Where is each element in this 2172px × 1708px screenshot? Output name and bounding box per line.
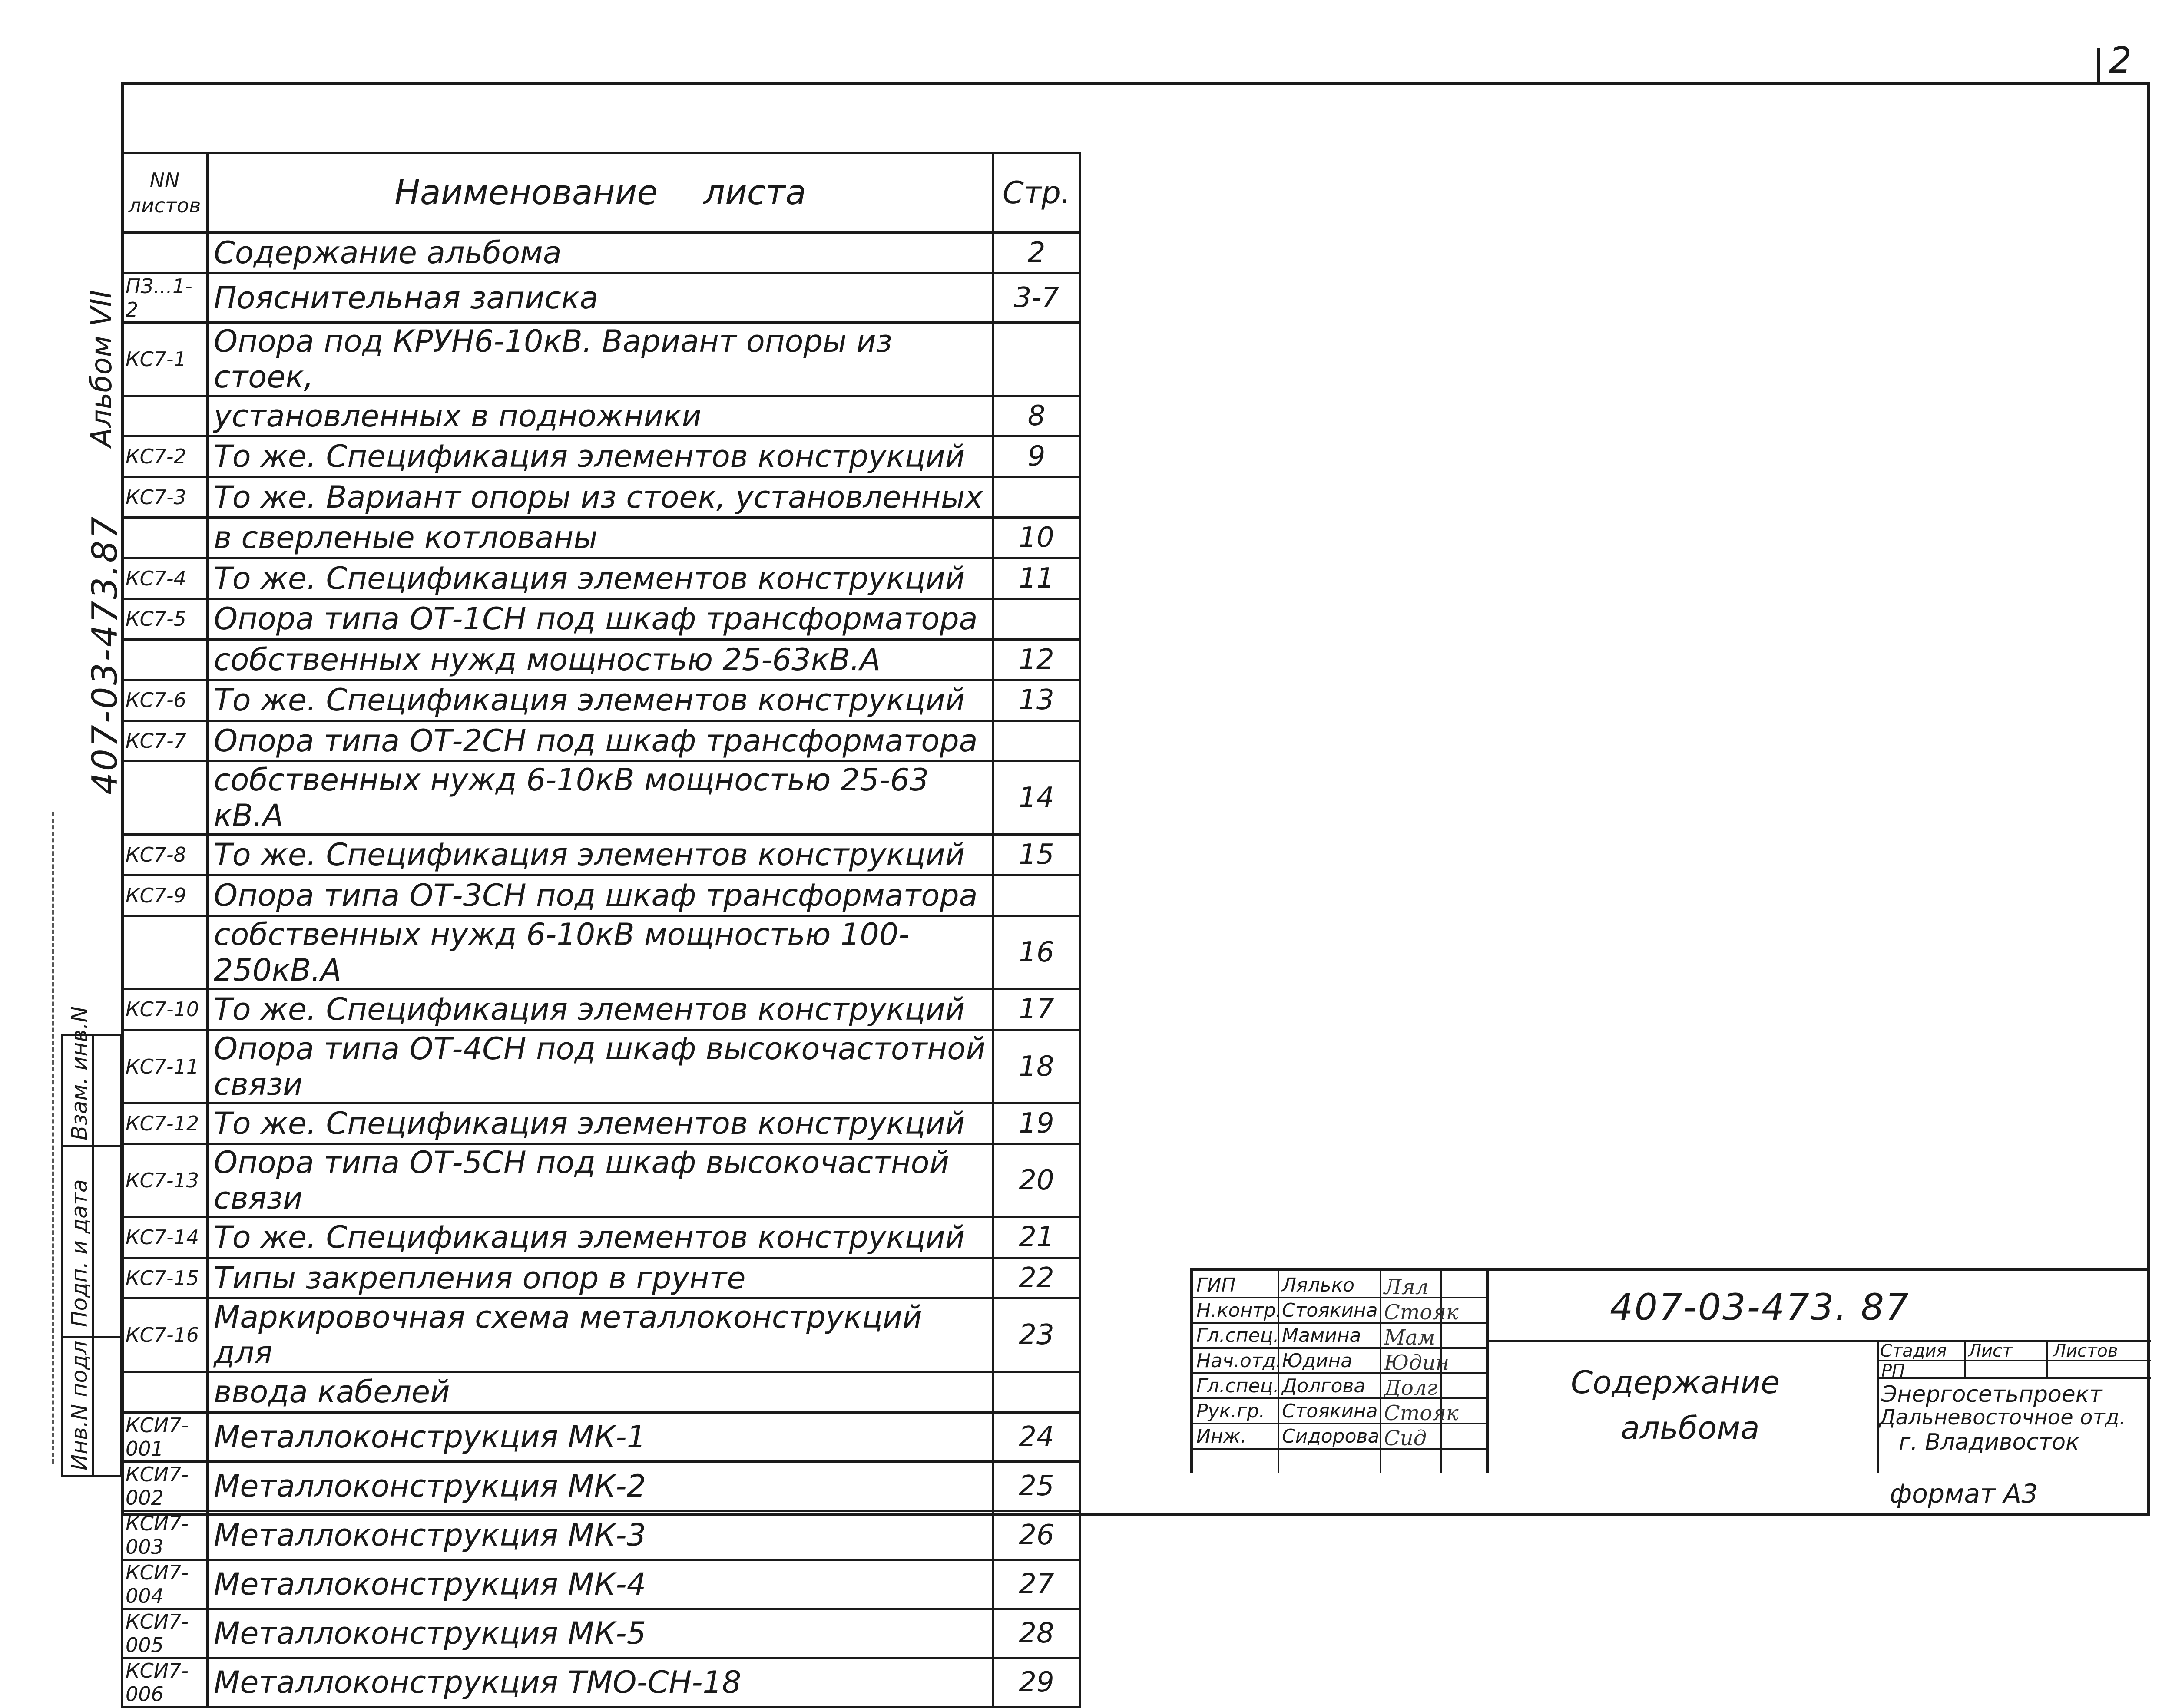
row-sheet-number: КС7-3 <box>122 477 208 518</box>
row-sheet-name: Металлоконструкция МК-5 <box>208 1609 993 1658</box>
row-sheet-number <box>122 518 208 558</box>
table-row <box>122 599 1080 640</box>
row-sheet-number: КС7-11 <box>122 1030 208 1103</box>
row-page <box>993 477 1080 518</box>
album-label: Альбом VII <box>85 290 118 447</box>
signatory-name: Стоякина <box>1282 1400 1378 1422</box>
side-stamp-label-replace: Взам. инв.N <box>67 1006 92 1140</box>
table-row <box>122 1609 1080 1658</box>
side-doc-code: 407-03-473.87 <box>85 515 125 795</box>
row-sheet-number: КС7-14 <box>122 1217 208 1258</box>
tb-divider <box>1193 1297 1486 1298</box>
row-page: 28 <box>993 1609 1080 1658</box>
tb-divider <box>1380 1271 1381 1473</box>
table-row <box>122 322 1080 396</box>
row-page <box>993 599 1080 640</box>
row-page: 9 <box>993 436 1080 477</box>
row-page: 25 <box>993 1461 1080 1510</box>
tb-divider <box>2046 1340 2048 1377</box>
row-sheet-number: КСИ7-004 <box>122 1559 208 1609</box>
stage-value: РП <box>1881 1361 1905 1381</box>
row-page: 16 <box>993 916 1080 989</box>
table-row <box>122 1559 1080 1609</box>
table-row <box>122 558 1080 599</box>
row-page: 3-7 <box>993 273 1080 322</box>
tb-divider <box>1486 1271 1489 1473</box>
sheet-label: Лист <box>1968 1341 2013 1361</box>
row-sheet-name: собственных нужд 6-10кВ мощностью 100-250кВ.А <box>208 916 993 989</box>
tb-divider <box>1486 1340 2151 1342</box>
table-row <box>122 989 1080 1030</box>
row-sheet-number: КС7-5 <box>122 599 208 640</box>
row-page: 2 <box>993 233 1080 274</box>
row-sheet-name: Металлоконструкция ТМО-СН-18 <box>208 1658 993 1707</box>
signatory-role: Гл.спец. <box>1196 1375 1279 1397</box>
tb-divider <box>1193 1347 1486 1349</box>
row-sheet-number <box>122 761 208 835</box>
side-stamp <box>61 1006 123 1477</box>
signature-image: Юдин <box>1384 1351 1450 1375</box>
row-sheet-number: КСИ7-003 <box>122 1510 208 1559</box>
tb-divider <box>1193 1448 1486 1450</box>
row-page: 29 <box>993 1658 1080 1707</box>
row-sheet-number: КС7-12 <box>122 1103 208 1144</box>
row-sheet-name: установленных в подножники <box>208 396 993 436</box>
row-sheet-name: То же. Спецификация элементов конструкций <box>208 558 993 599</box>
title-block-title-line2: альбома <box>1621 1410 1760 1446</box>
table-row <box>122 1103 1080 1144</box>
signatory-name: Долгова <box>1282 1375 1366 1397</box>
sheets-label: Листов <box>2053 1341 2118 1361</box>
row-sheet-number: КС7-1 <box>122 322 208 396</box>
contents-table <box>121 152 1081 1708</box>
row-page <box>993 1372 1080 1413</box>
row-page: 20 <box>993 1144 1080 1217</box>
organization-line1: Энергосетьпроект <box>1881 1381 2102 1407</box>
row-page: 10 <box>993 518 1080 558</box>
table-row <box>122 518 1080 558</box>
signature-image: Лял <box>1384 1275 1429 1299</box>
row-sheet-name: собственных нужд мощностью 25-63кВ.А <box>208 639 993 680</box>
row-sheet-number: КС7-7 <box>122 720 208 761</box>
row-page: 13 <box>993 680 1080 721</box>
table-row <box>122 1217 1080 1258</box>
row-page: 23 <box>993 1298 1080 1372</box>
table-row <box>122 1510 1080 1559</box>
row-sheet-number: КСИ7-006 <box>122 1658 208 1707</box>
row-sheet-name: Опора типа ОТ-1СН под шкаф трансформатора <box>208 599 993 640</box>
row-sheet-name: Опора типа ОТ-4СН под шкаф высокочастотной связи <box>208 1030 993 1103</box>
signature-image: Мам <box>1384 1325 1435 1350</box>
table-row <box>122 835 1080 875</box>
row-sheet-name: Маркировочная схема металлоконструкций для <box>208 1298 993 1372</box>
row-page: 17 <box>993 989 1080 1030</box>
contents-header-row <box>122 153 1080 233</box>
row-sheet-number: КСИ7-002 <box>122 1461 208 1510</box>
table-row <box>122 720 1080 761</box>
row-page <box>993 720 1080 761</box>
table-row <box>122 273 1080 322</box>
row-page: 8 <box>993 396 1080 436</box>
tb-divider <box>1193 1397 1486 1399</box>
side-stamp-label-sign: Подп. и дата <box>67 1179 92 1327</box>
row-sheet-name: в сверленые котлованы <box>208 518 993 558</box>
row-sheet-name: Металлоконструкция МК-4 <box>208 1559 993 1609</box>
table-row <box>122 1372 1080 1413</box>
organization-line3: г. Владивосток <box>1899 1429 2079 1455</box>
row-sheet-name: То же. Спецификация элементов конструкций <box>208 436 993 477</box>
row-sheet-name: Металлоконструкция МК-3 <box>208 1510 993 1559</box>
table-row <box>122 639 1080 680</box>
row-sheet-name: собственных нужд 6-10кВ мощностью 25-63 кВ.А <box>208 761 993 835</box>
signatory-name: Стоякина <box>1282 1299 1378 1321</box>
row-sheet-number <box>122 916 208 989</box>
row-sheet-name: То же. Спецификация элементов конструкций <box>208 680 993 721</box>
row-sheet-name: То же. Вариант опоры из стоек, установленных <box>208 477 993 518</box>
row-sheet-name: То же. Спецификация элементов конструкций <box>208 1217 993 1258</box>
row-page: 26 <box>993 1510 1080 1559</box>
table-row <box>122 680 1080 721</box>
signature-image: Стояк <box>1384 1300 1459 1325</box>
table-row <box>122 1258 1080 1298</box>
binding-dash-line <box>52 812 54 1464</box>
row-sheet-number <box>122 233 208 274</box>
signatory-role: Гл.спец. <box>1196 1325 1279 1347</box>
organization-line2: Дальневосточное отд. <box>1879 1405 2126 1430</box>
header-sheet-name: Наименование листа <box>208 153 993 233</box>
sheet-number-divider <box>2097 48 2100 85</box>
header-sheet-number: NN листов <box>122 153 208 233</box>
row-sheet-number: КС7-13 <box>122 1144 208 1217</box>
contents-body <box>122 233 1080 1707</box>
row-sheet-number: КСИ7-001 <box>122 1412 208 1461</box>
row-sheet-number <box>122 396 208 436</box>
signatory-role: Рук.гр. <box>1196 1400 1265 1422</box>
row-page: 18 <box>993 1030 1080 1103</box>
row-sheet-number: КС7-9 <box>122 875 208 916</box>
table-row <box>122 1658 1080 1707</box>
title-block-doc-code: 407-03-473. 87 <box>1610 1286 1910 1328</box>
signatory-role: Нач.отд. <box>1196 1350 1282 1372</box>
row-sheet-number <box>122 639 208 680</box>
row-sheet-name: Металлоконструкция МК-2 <box>208 1461 993 1510</box>
row-sheet-name: То же. Спецификация элементов конструкций <box>208 989 993 1030</box>
row-sheet-name: То же. Спецификация элементов конструкций <box>208 835 993 875</box>
row-page <box>993 875 1080 916</box>
row-sheet-name: ввода кабелей <box>208 1372 993 1413</box>
row-sheet-number <box>122 1372 208 1413</box>
row-sheet-name: Типы закрепления опор в грунте <box>208 1258 993 1298</box>
table-row <box>122 1412 1080 1461</box>
table-row <box>122 1030 1080 1103</box>
row-sheet-name: Металлоконструкция МК-1 <box>208 1412 993 1461</box>
row-sheet-number: КС7-6 <box>122 680 208 721</box>
row-page: 27 <box>993 1559 1080 1609</box>
row-page: 24 <box>993 1412 1080 1461</box>
row-sheet-number: КС7-16 <box>122 1298 208 1372</box>
row-page: 15 <box>993 835 1080 875</box>
row-sheet-number: КС7-15 <box>122 1258 208 1298</box>
row-page: 14 <box>993 761 1080 835</box>
signatory-role: Н.контр. <box>1196 1299 1282 1321</box>
table-row <box>122 396 1080 436</box>
row-sheet-number: КС7-10 <box>122 989 208 1030</box>
row-sheet-name: Опора типа ОТ-5СН под шкаф высокочастной связи <box>208 1144 993 1217</box>
row-sheet-name: Опора типа ОТ-3СН под шкаф трансформатора <box>208 875 993 916</box>
table-row <box>122 875 1080 916</box>
row-page: 22 <box>993 1258 1080 1298</box>
side-stamp-cell-line <box>63 1145 120 1147</box>
title-block-title-line1: Содержание <box>1571 1364 1780 1401</box>
table-row <box>122 477 1080 518</box>
row-sheet-name: Опора типа ОТ-2СН под шкаф трансформатора <box>208 720 993 761</box>
table-row <box>122 761 1080 835</box>
row-page: 12 <box>993 639 1080 680</box>
row-sheet-number: ПЗ...1-2 <box>122 273 208 322</box>
signatory-name: Сидорова <box>1282 1425 1380 1447</box>
table-row <box>122 436 1080 477</box>
row-page: 21 <box>993 1217 1080 1258</box>
signature-image: Стояк <box>1384 1401 1459 1425</box>
table-row <box>122 1461 1080 1510</box>
row-sheet-name: Пояснительная записка <box>208 273 993 322</box>
signature-image: Долг <box>1384 1376 1437 1400</box>
table-row <box>122 1298 1080 1372</box>
signatory-role: Инж. <box>1196 1425 1247 1447</box>
table-row <box>122 233 1080 274</box>
side-stamp-cell-line <box>63 1336 120 1338</box>
row-sheet-number: КСИ7-005 <box>122 1609 208 1658</box>
signatory-name: Юдина <box>1282 1350 1353 1372</box>
signatory-name: Лялько <box>1282 1274 1355 1296</box>
signature-image: Сид <box>1384 1426 1427 1450</box>
row-sheet-name: То же. Спецификация элементов конструкций <box>208 1103 993 1144</box>
row-page <box>993 322 1080 396</box>
signatory-name: Мамина <box>1282 1325 1361 1347</box>
stage-label: Стадия <box>1880 1341 1947 1361</box>
row-sheet-number: КС7-4 <box>122 558 208 599</box>
header-page: Стр. <box>993 153 1080 233</box>
side-stamp-label-inv: Инв.N подл <box>67 1341 92 1470</box>
tb-divider <box>1964 1340 1966 1377</box>
row-sheet-name: Содержание альбома <box>208 233 993 274</box>
sheet-number: 2 <box>2109 40 2132 81</box>
signatory-role: ГИП <box>1196 1274 1236 1296</box>
row-sheet-number: КС7-2 <box>122 436 208 477</box>
row-page: 19 <box>993 1103 1080 1144</box>
row-sheet-number: КС7-8 <box>122 835 208 875</box>
row-page: 11 <box>993 558 1080 599</box>
table-row <box>122 1144 1080 1217</box>
format-label: формат А3 <box>1890 1479 2038 1509</box>
title-block <box>1190 1268 2149 1473</box>
row-sheet-name: Опора под КРУН6-10кВ. Вариант опоры из стоек, <box>208 322 993 396</box>
tb-divider <box>1877 1377 2151 1379</box>
table-row <box>122 916 1080 989</box>
